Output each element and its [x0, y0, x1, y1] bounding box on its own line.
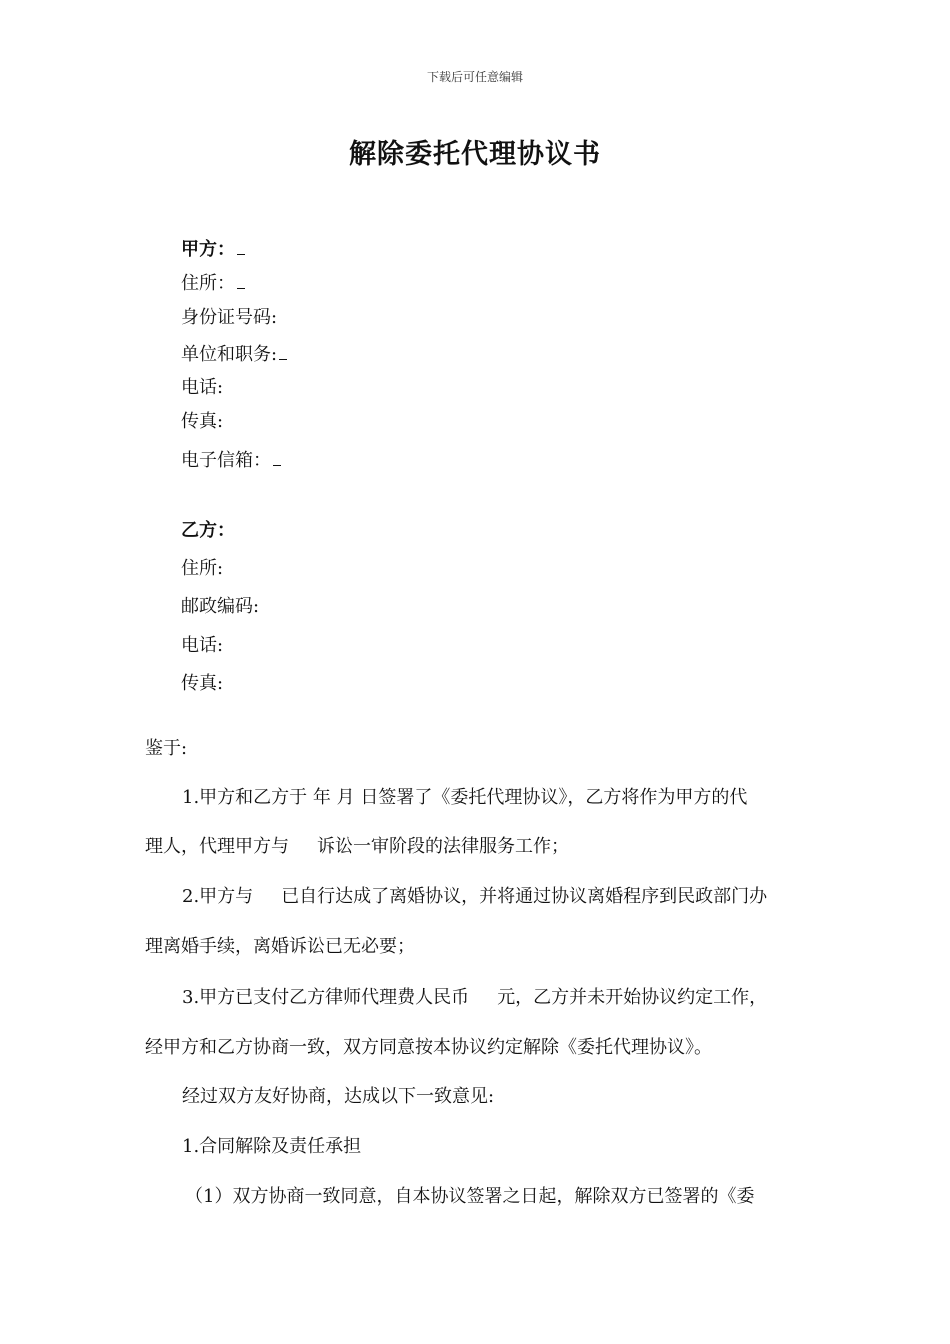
party-b-fax-label: 传真: [181, 673, 224, 694]
party-a-address-blank [237, 270, 245, 289]
item2-line1-part-b: 已自行达成了离婚协议，并将通过协议离婚程序到民政部门办 [281, 886, 768, 907]
item3-line1-part-b: 元，乙方并未开始协议约定工作， [497, 987, 768, 1008]
item2-line1-part-a: 2.甲方与 [182, 886, 254, 907]
header-note: 下载后可任意编辑 [426, 70, 523, 84]
item3-line1 [182, 986, 767, 1010]
item1-line2 [145, 835, 569, 859]
party-b-address-label: 住所: [181, 558, 224, 579]
item3-line2: 经甲方和乙方协商一致，双方同意按本协议约定解除《委托代理协议》。 [145, 1037, 712, 1058]
party-b-postcode-label: 邮政编码: [181, 596, 260, 617]
party-a-address-label: 住所： [181, 273, 235, 294]
party-a-phone-label: 电话: [181, 377, 224, 398]
party-b-label: 乙方： [181, 520, 235, 541]
party-a-label: 甲方： [181, 239, 235, 260]
item2-line2: 理离婚手续，离婚诉讼已无必要； [145, 936, 415, 957]
clause1-line: （1）双方协商一致同意，自本协议签署之日起，解除双方已签署的《委 [185, 1186, 755, 1207]
party-b-phone-label: 电话: [181, 635, 224, 656]
document-title: 解除委托代理协议书 [349, 139, 601, 170]
party-a-email-row [181, 447, 281, 473]
item1-line2-part-b: 诉讼一审阶段的法律服务工作； [317, 836, 569, 857]
item3-line1-part-a: 3.甲方已支付乙方律师代理费人民币 [182, 987, 470, 1008]
item1-line1: 1.甲方和乙方于 年 月 日签署了《委托代理协议》，乙方将作为甲方的代 [182, 787, 748, 808]
party-a-unit-blank [279, 341, 287, 360]
party-a-unit-row [181, 341, 287, 367]
section1-heading: 1.合同解除及责任承担 [182, 1136, 362, 1157]
consensus-line: 经过双方友好协商，达成以下一致意见: [182, 1086, 495, 1107]
party-a-unit-label: 单位和职务: [181, 344, 278, 365]
party-a-id-label: 身份证号码: [181, 307, 278, 328]
party-a-email-label: 电子信箱： [181, 450, 271, 471]
party-a-blank [237, 236, 245, 255]
item2-line1 [182, 885, 767, 909]
whereas-heading: 鉴于: [145, 738, 188, 759]
party-a-fax-label: 传真: [181, 411, 224, 432]
item1-line2-part-a: 理人，代理甲方与 [145, 836, 289, 857]
party-a-address-row [181, 270, 245, 296]
party-a-email-blank [273, 447, 281, 466]
party-a-label-row [181, 236, 245, 262]
